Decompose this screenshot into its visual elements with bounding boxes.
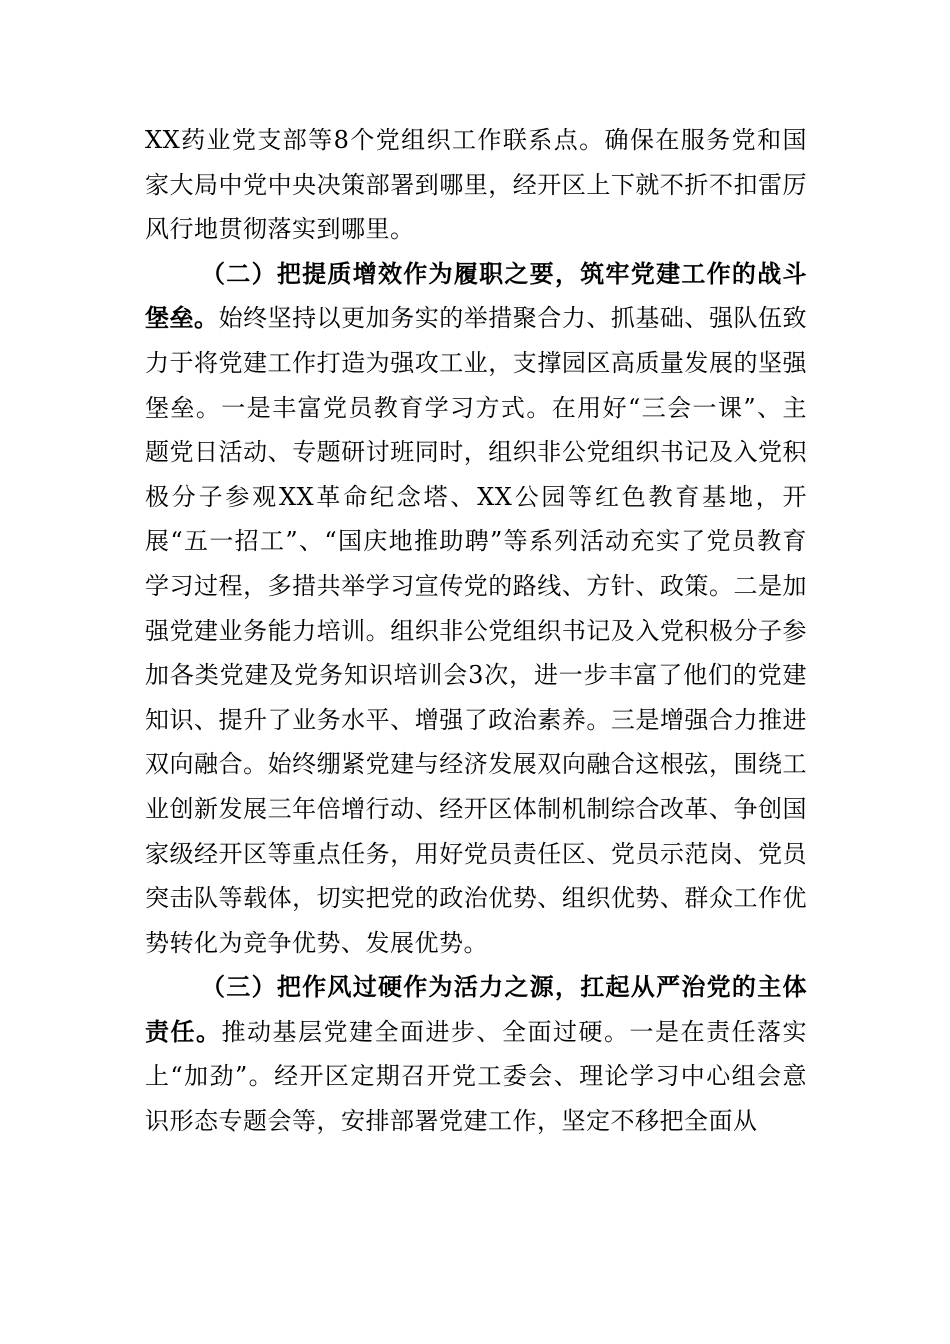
paragraph-2-heading: （二）把提质增效作为履职之要，筑牢党建工作的战斗堡垒。 [145,258,807,333]
paragraph-1 [145,118,807,252]
paragraph-3-heading: （三）把作风过硬作为活力之源，扛起从严治党的主体责任。 [145,972,807,1046]
paragraph-1-body: XX药业党支部等8个党组织工作联系点。确保在服务党和国家大局中党中央决策部署到哪里，经开区上下就不折不扣雷厉风行地贯彻落实到哪里。 [145,126,807,244]
paragraph-2-body: 始终坚持以更加务实的举措聚合力、抓基础、强队伍致力于将党建工作打造为强攻工业，支撑园区高质量发展的坚强堡垒。一是丰富党员教育学习方式。在用好“三会一课”、主题党日活动、专题研讨班同时，组织非公党组织书记及入党积极分子参观XX革命纪念塔、XX公园等红色教育基地，开展“五一招工”、“国庆地推助聘”等系列活动充实了党员教育学习过程，多措共举学习宣传党的路线、方针、政策。二是加强党建业务能力培训。组织非公党组织书记及入党积极分子参加各类党建及党务知识培训会3次，进一步丰富了他们的党建知识、提升了业务水平、增强了政治素养。三是增强合力推进双向融合。始终绷紧党建与经济发展双向融合这根弦，围绕工业创新发展三年倍增行动、经开区体制机制综合改革、争创国家级经开区等重点任务，用好党员责任区、党员示范岗、党员突击队等载体，切实把党的政治优势、组织优势、群众工作优势转化为竞争优势、发展优势。 [145,304,808,957]
document-body [145,118,807,1144]
paragraph-2 [145,252,807,966]
paragraph-3 [145,965,807,1143]
paragraph-3-body: 推动基层党建全面进步、全面过硬。一是在责任落实上“加劲”。经开区定期召开党工委会、理论学习中心组会意识形态专题会等，安排部署党建工作，坚定不移把全面从 [145,1017,807,1136]
